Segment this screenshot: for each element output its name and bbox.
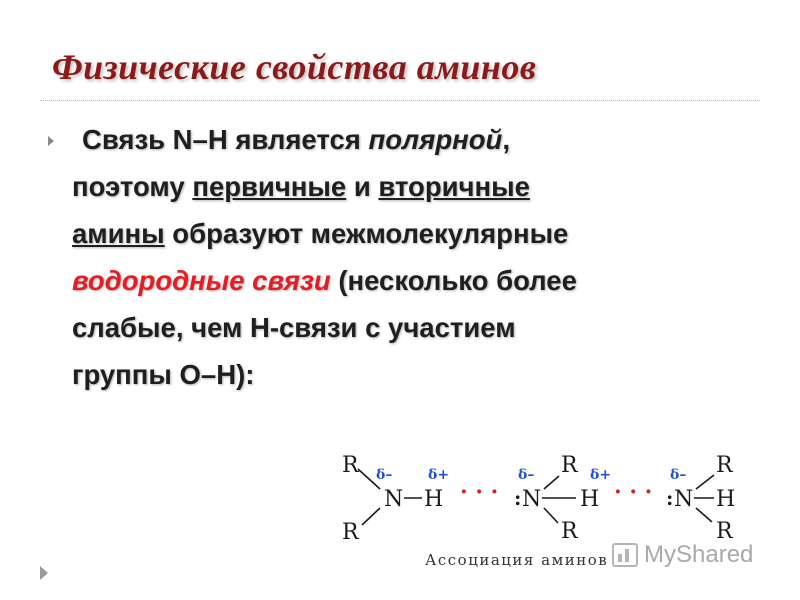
paragraph-line-2 bbox=[72, 163, 762, 210]
text-fragment: образуют межмолекулярные bbox=[164, 218, 569, 249]
paragraph-line-6: группы О–Н): bbox=[72, 359, 255, 390]
delta-minus-label: δ– bbox=[518, 467, 535, 483]
bullet-arrow-icon bbox=[48, 136, 54, 146]
bond-line bbox=[544, 476, 559, 489]
amine-association-diagram bbox=[318, 443, 790, 593]
r-group: R bbox=[342, 453, 359, 478]
delta-plus-label: δ+ bbox=[428, 467, 450, 483]
hydrogen-atom: H bbox=[580, 487, 600, 512]
body-paragraph bbox=[72, 116, 762, 398]
term-secondary: вторичные bbox=[378, 171, 530, 202]
term-polar: полярной bbox=[368, 124, 503, 155]
hydrogen-atom: H bbox=[716, 487, 736, 512]
text-fragment: Связь N–H является bbox=[82, 124, 369, 155]
text-fragment: поэтому bbox=[72, 171, 193, 202]
paragraph-line-3 bbox=[72, 210, 762, 257]
lone-pair-colon: : bbox=[666, 486, 674, 510]
delta-minus-label: δ– bbox=[670, 467, 687, 483]
lone-pair-colon: : bbox=[514, 486, 522, 510]
diagram-caption: Ассоциация аминов bbox=[425, 551, 609, 569]
slide-title: Физические свойства аминов bbox=[52, 47, 537, 87]
delta-minus-label: δ– bbox=[376, 467, 393, 483]
delta-plus-label: δ+ bbox=[590, 467, 612, 483]
paragraph-line-4 bbox=[72, 257, 762, 304]
hydrogen-atom: H bbox=[424, 487, 444, 512]
hydrogen-bond-dots: · · · bbox=[614, 479, 653, 505]
r-group: R bbox=[716, 453, 733, 478]
paragraph-line-1 bbox=[72, 116, 762, 163]
nitrogen-atom: N bbox=[384, 487, 404, 512]
title-divider bbox=[40, 100, 760, 101]
bond-line bbox=[544, 508, 558, 523]
chart-logo-icon bbox=[612, 543, 638, 567]
term-primary: первичные bbox=[192, 171, 347, 202]
text-fragment: , bbox=[502, 124, 510, 155]
r-group: R bbox=[342, 520, 359, 545]
bond-line bbox=[362, 508, 380, 525]
nitrogen-atom: N bbox=[674, 487, 694, 512]
structure-svg bbox=[318, 443, 790, 593]
nitrogen-atom: N bbox=[522, 487, 542, 512]
term-hydrogen-bonds: водородные связи bbox=[72, 265, 331, 296]
bond-line bbox=[696, 475, 714, 489]
r-group: R bbox=[716, 519, 733, 544]
paragraph-line-5: слабые, чем Н-связи с участием bbox=[72, 312, 516, 343]
bond-line bbox=[696, 508, 712, 522]
watermark-text: MyShared bbox=[644, 541, 754, 568]
text-fragment: (несколько более bbox=[330, 265, 577, 296]
text-fragment: и bbox=[346, 171, 379, 202]
slide-nav-arrow-icon[interactable] bbox=[40, 566, 48, 580]
watermark bbox=[612, 540, 753, 570]
r-group: R bbox=[561, 453, 578, 478]
r-group: R bbox=[561, 519, 578, 544]
term-amines: амины bbox=[72, 218, 165, 249]
hydrogen-bond-dots: · · · bbox=[460, 479, 499, 505]
